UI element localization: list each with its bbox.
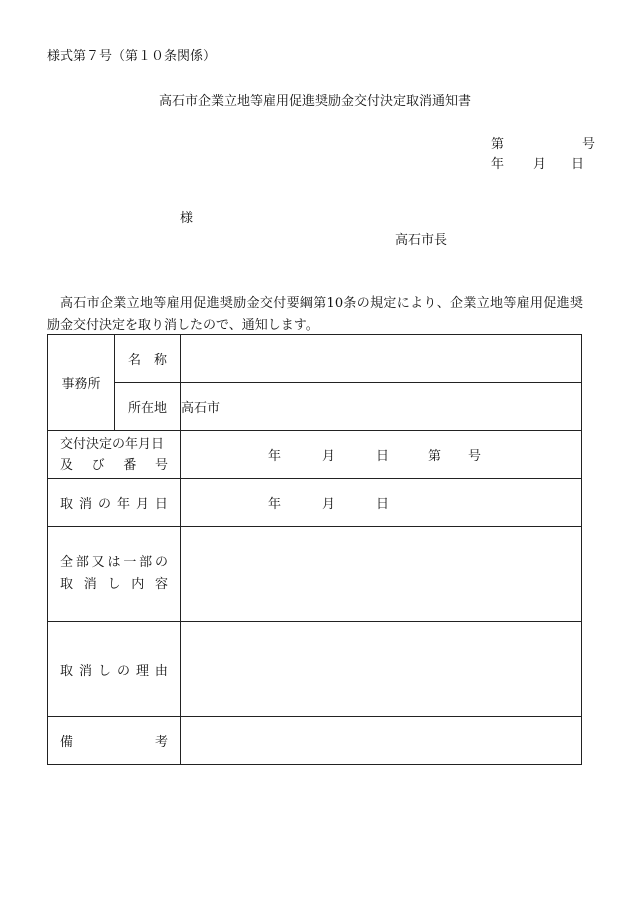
- office-name-value[interactable]: [181, 335, 582, 383]
- notice-table: [47, 334, 582, 765]
- number-prefix: 第: [491, 137, 505, 152]
- date-day: 日: [571, 157, 585, 172]
- cancel-reason-label: 取 消 し の 理 由: [48, 622, 181, 717]
- document-date: [491, 157, 584, 173]
- office-name-label: 名 称: [115, 335, 181, 383]
- cancel-reason-value[interactable]: [181, 622, 582, 717]
- body-text: 高石市企業立地等雇用促進奨励金交付要綱第10条の規定により、企業立地等雇用促進奨励金交付決定を取り消したので、通知します。: [47, 296, 583, 333]
- date-year: 年: [491, 157, 505, 172]
- cancel-reason-row: [48, 622, 582, 717]
- office-location-label: 所在地: [115, 383, 181, 431]
- remarks-label: 備 考: [48, 717, 181, 765]
- document-title: 高石市企業立地等雇用促進奨励金交付決定取消通知書: [158, 94, 471, 109]
- date-month: 月: [533, 157, 547, 172]
- document-number: [491, 137, 595, 153]
- cancel-scope-row: [48, 527, 582, 622]
- remarks-row: [48, 717, 582, 765]
- cancel-date-label: 取 消 の 年 月 日: [48, 479, 181, 527]
- form-number: 様式第７号（第１０条関係）: [47, 49, 217, 64]
- cancel-date-value[interactable]: 年 月 日: [181, 479, 582, 527]
- cancel-scope-value[interactable]: [181, 527, 582, 622]
- office-location-value[interactable]: 高石市: [181, 383, 582, 431]
- decision-value[interactable]: 年 月 日 第 号: [181, 431, 582, 479]
- office-name-row: [48, 335, 582, 383]
- decision-row: [48, 431, 582, 479]
- remarks-value[interactable]: [181, 717, 582, 765]
- cancel-date-row: [48, 479, 582, 527]
- office-group-label: 事務所: [48, 335, 115, 431]
- issuer-name: 高石市長: [395, 233, 448, 248]
- decision-label: 交付決定の年月日 及 び 番 号: [48, 431, 181, 479]
- addressee-honorific: 様: [180, 211, 194, 226]
- number-suffix: 号: [582, 137, 596, 152]
- office-location-row: [48, 383, 582, 431]
- cancel-scope-label: 全 部 又 は 一 部 の 取 消 し 内 容: [48, 527, 181, 622]
